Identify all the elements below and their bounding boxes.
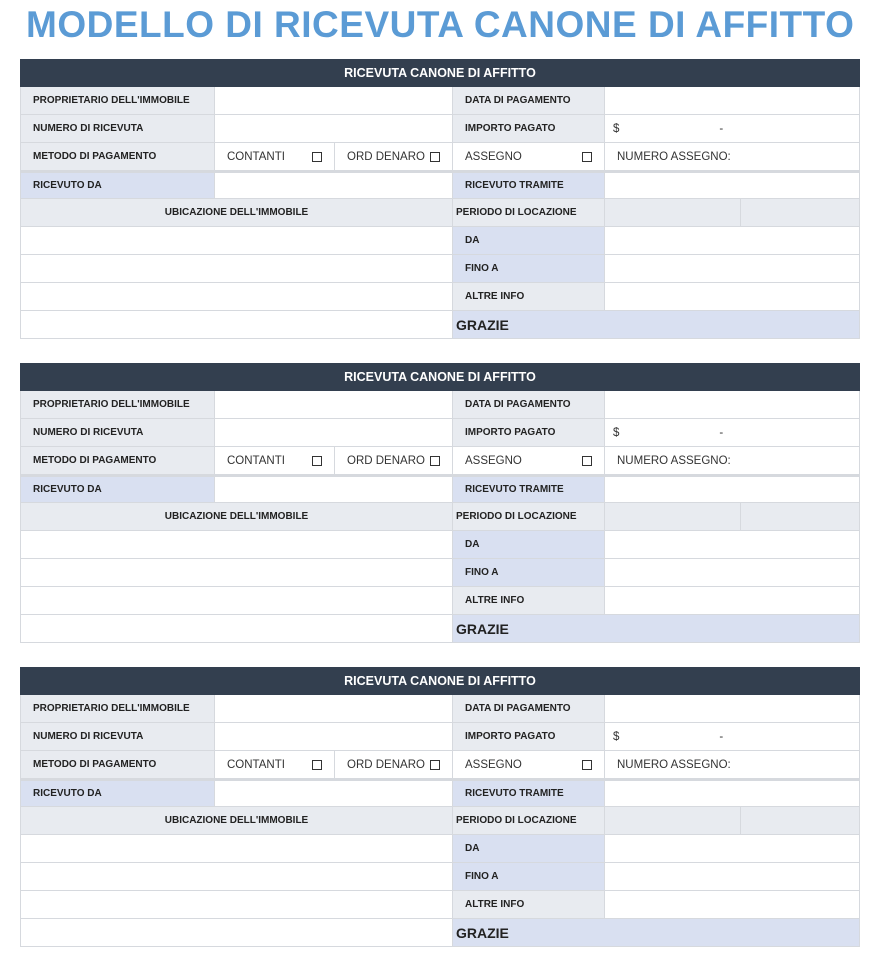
payment-date-label: DATA DI PAGAMENTO [453, 391, 605, 419]
receipt-number-field[interactable] [215, 115, 453, 143]
amount-paid-label: IMPORTO PAGATO [453, 723, 605, 751]
check-label: ASSEGNO [465, 454, 522, 467]
check-checkbox[interactable] [582, 456, 592, 466]
money-order-label: ORD DENARO [347, 150, 425, 163]
amount-paid-field[interactable] [605, 115, 860, 143]
check-option[interactable] [453, 751, 605, 779]
cash-option[interactable] [215, 447, 335, 475]
from-label: DA [453, 835, 605, 863]
property-location-line-2[interactable] [20, 863, 453, 891]
cash-label: CONTANTI [227, 454, 285, 467]
currency-symbol: $ [613, 426, 620, 439]
rental-period-end-field[interactable] [741, 503, 860, 531]
receipt-header: RICEVUTA CANONE DI AFFITTO [20, 363, 860, 391]
thanks-banner: GRAZIE [453, 615, 860, 643]
property-location-line-3[interactable] [20, 891, 453, 919]
received-from-field[interactable] [215, 171, 453, 199]
payment-date-field[interactable] [605, 87, 860, 115]
check-number-field[interactable] [605, 143, 860, 171]
amount-value: - [719, 122, 724, 135]
check-number-field[interactable] [605, 751, 860, 779]
property-location-line-2[interactable] [20, 559, 453, 587]
check-label: ASSEGNO [465, 150, 522, 163]
property-location-line-3[interactable] [20, 587, 453, 615]
amount-value: - [719, 426, 724, 439]
other-info-label: ALTRE INFO [453, 587, 605, 615]
money-order-option[interactable] [335, 143, 453, 171]
payment-date-label: DATA DI PAGAMENTO [453, 87, 605, 115]
rental-period-end-field[interactable] [741, 199, 860, 227]
owner-field[interactable] [215, 391, 453, 419]
cash-option[interactable] [215, 751, 335, 779]
amount-paid-label: IMPORTO PAGATO [453, 115, 605, 143]
check-number-field[interactable] [605, 447, 860, 475]
to-field[interactable] [605, 863, 860, 891]
received-via-label: RICEVUTO TRAMITE [453, 779, 605, 807]
other-info-field[interactable] [605, 283, 860, 311]
cash-checkbox[interactable] [312, 456, 322, 466]
page-title: MODELLO DI RICEVUTA CANONE DI AFFITTO [26, 4, 855, 45]
received-via-field[interactable] [605, 171, 860, 199]
currency-symbol: $ [613, 730, 620, 743]
owner-label: PROPRIETARIO DELL'IMMOBILE [20, 391, 215, 419]
owner-label: PROPRIETARIO DELL'IMMOBILE [20, 87, 215, 115]
amount-paid-field[interactable] [605, 723, 860, 751]
property-location-line-4[interactable] [20, 615, 453, 643]
received-via-label: RICEVUTO TRAMITE [453, 475, 605, 503]
check-checkbox[interactable] [582, 760, 592, 770]
thanks-banner: GRAZIE [453, 919, 860, 947]
receipt-number-field[interactable] [215, 723, 453, 751]
check-option[interactable] [453, 143, 605, 171]
property-location-line-4[interactable] [20, 919, 453, 947]
check-label: ASSEGNO [465, 758, 522, 771]
to-label: FINO A [453, 863, 605, 891]
property-location-line-1[interactable] [20, 227, 453, 255]
payment-method-label: METODO DI PAGAMENTO [20, 143, 215, 171]
payment-date-field[interactable] [605, 695, 860, 723]
money-order-checkbox[interactable] [430, 760, 440, 770]
receipt-number-label: NUMERO DI RICEVUTA [20, 115, 215, 143]
cash-checkbox[interactable] [312, 152, 322, 162]
rental-period-label: PERIODO DI LOCAZIONE [453, 807, 605, 835]
cash-label: CONTANTI [227, 150, 285, 163]
received-from-label: RICEVUTO DA [20, 475, 215, 503]
received-from-label: RICEVUTO DA [20, 171, 215, 199]
to-label: FINO A [453, 255, 605, 283]
amount-paid-field[interactable] [605, 419, 860, 447]
received-from-field[interactable] [215, 779, 453, 807]
rental-period-label: PERIODO DI LOCAZIONE [453, 503, 605, 531]
owner-field[interactable] [215, 87, 453, 115]
payment-date-label: DATA DI PAGAMENTO [453, 695, 605, 723]
rental-period-label: PERIODO DI LOCAZIONE [453, 199, 605, 227]
rental-period-start-field[interactable] [605, 807, 741, 835]
money-order-label: ORD DENARO [347, 758, 425, 771]
to-field[interactable] [605, 255, 860, 283]
from-field[interactable] [605, 835, 860, 863]
money-order-option[interactable] [335, 751, 453, 779]
check-number-label: NUMERO ASSEGNO: [617, 758, 731, 771]
to-label: FINO A [453, 559, 605, 587]
money-order-checkbox[interactable] [430, 152, 440, 162]
check-number-label: NUMERO ASSEGNO: [617, 454, 731, 467]
payment-method-label: METODO DI PAGAMENTO [20, 447, 215, 475]
currency-symbol: $ [613, 122, 620, 135]
cash-option[interactable] [215, 143, 335, 171]
property-location-line-1[interactable] [20, 835, 453, 863]
thanks-banner: GRAZIE [453, 311, 860, 339]
receipt-header: RICEVUTA CANONE DI AFFITTO [20, 667, 860, 695]
rental-period-start-field[interactable] [605, 503, 741, 531]
from-field[interactable] [605, 531, 860, 559]
other-info-field[interactable] [605, 891, 860, 919]
check-checkbox[interactable] [582, 152, 592, 162]
receipt-header: RICEVUTA CANONE DI AFFITTO [20, 59, 860, 87]
money-order-checkbox[interactable] [430, 456, 440, 466]
cash-label: CONTANTI [227, 758, 285, 771]
property-location-label: UBICAZIONE DELL'IMMOBILE [20, 503, 453, 531]
rent-receipt [20, 59, 860, 339]
rental-period-end-field[interactable] [741, 807, 860, 835]
owner-field[interactable] [215, 695, 453, 723]
other-info-label: ALTRE INFO [453, 283, 605, 311]
from-label: DA [453, 531, 605, 559]
receipt-number-label: NUMERO DI RICEVUTA [20, 419, 215, 447]
property-location-label: UBICAZIONE DELL'IMMOBILE [20, 199, 453, 227]
owner-label: PROPRIETARIO DELL'IMMOBILE [20, 695, 215, 723]
payment-date-field[interactable] [605, 391, 860, 419]
amount-paid-label: IMPORTO PAGATO [453, 419, 605, 447]
received-via-label: RICEVUTO TRAMITE [453, 171, 605, 199]
other-info-label: ALTRE INFO [453, 891, 605, 919]
rent-receipt [20, 363, 860, 643]
other-info-field[interactable] [605, 587, 860, 615]
received-via-field[interactable] [605, 779, 860, 807]
to-field[interactable] [605, 559, 860, 587]
from-field[interactable] [605, 227, 860, 255]
property-location-label: UBICAZIONE DELL'IMMOBILE [20, 807, 453, 835]
receipt-number-field[interactable] [215, 419, 453, 447]
property-location-line-4[interactable] [20, 311, 453, 339]
rent-receipt [20, 667, 860, 947]
money-order-option[interactable] [335, 447, 453, 475]
property-location-line-3[interactable] [20, 283, 453, 311]
check-number-label: NUMERO ASSEGNO: [617, 150, 731, 163]
payment-method-label: METODO DI PAGAMENTO [20, 751, 215, 779]
received-via-field[interactable] [605, 475, 860, 503]
from-label: DA [453, 227, 605, 255]
received-from-label: RICEVUTO DA [20, 779, 215, 807]
property-location-line-2[interactable] [20, 255, 453, 283]
received-from-field[interactable] [215, 475, 453, 503]
property-location-line-1[interactable] [20, 531, 453, 559]
money-order-label: ORD DENARO [347, 454, 425, 467]
receipt-number-label: NUMERO DI RICEVUTA [20, 723, 215, 751]
cash-checkbox[interactable] [312, 760, 322, 770]
rental-period-start-field[interactable] [605, 199, 741, 227]
amount-value: - [719, 730, 724, 743]
check-option[interactable] [453, 447, 605, 475]
